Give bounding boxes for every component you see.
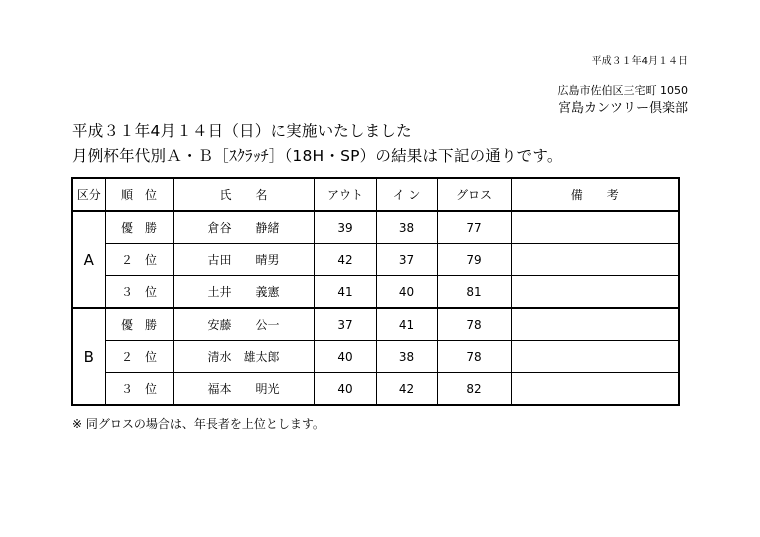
- out-cell: 39: [314, 211, 376, 244]
- gross-cell: 82: [437, 373, 511, 406]
- name-cell: 土井 義憲: [173, 276, 314, 309]
- header-group: 区分: [72, 178, 105, 211]
- footnote: ※ 同グロスの場合は、年長者を上位とします。: [72, 417, 325, 431]
- out-cell: 40: [314, 341, 376, 373]
- remarks-cell: [511, 373, 679, 406]
- header-rank: 順 位: [105, 178, 173, 211]
- remarks-cell: [511, 276, 679, 309]
- rank-cell: 優 勝: [105, 308, 173, 341]
- header-in: イ ン: [376, 178, 437, 211]
- intro-line-1: 平成３１年4月１４日（日）に実施いたしました: [72, 122, 412, 140]
- gross-cell: 78: [437, 341, 511, 373]
- name-cell: 安藤 公一: [173, 308, 314, 341]
- in-cell: 38: [376, 211, 437, 244]
- name-cell: 清水 雄太郎: [173, 341, 314, 373]
- table-row: [72, 244, 679, 276]
- gross-cell: 78: [437, 308, 511, 341]
- gross-cell: 81: [437, 276, 511, 309]
- in-cell: 38: [376, 341, 437, 373]
- name-cell: 福本 明光: [173, 373, 314, 406]
- in-cell: 37: [376, 244, 437, 276]
- table-header-row: [72, 178, 679, 211]
- club-name: 宮島カンツリー倶楽部: [557, 101, 688, 116]
- remarks-cell: [511, 308, 679, 341]
- remarks-cell: [511, 244, 679, 276]
- out-cell: 41: [314, 276, 376, 309]
- table-row: [72, 373, 679, 406]
- table-row: [72, 276, 679, 309]
- group-label: A: [72, 211, 105, 308]
- remarks-cell: [511, 211, 679, 244]
- name-cell: 倉谷 静緒: [173, 211, 314, 244]
- header-remarks: 備 考: [511, 178, 679, 211]
- club-address: 広島市佐伯区三宅町 1050: [557, 84, 688, 97]
- group-label: B: [72, 308, 105, 405]
- rank-cell: ２ 位: [105, 341, 173, 373]
- name-cell: 古田 晴男: [173, 244, 314, 276]
- in-cell: 40: [376, 276, 437, 309]
- in-cell: 42: [376, 373, 437, 406]
- table-row: [72, 211, 679, 244]
- out-cell: 40: [314, 373, 376, 406]
- gross-cell: 79: [437, 244, 511, 276]
- out-cell: 37: [314, 308, 376, 341]
- rank-cell: ３ 位: [105, 373, 173, 406]
- header-gross: グロス: [437, 178, 511, 211]
- results-table: [71, 177, 680, 406]
- table-row: [72, 308, 679, 341]
- header-out: アウト: [314, 178, 376, 211]
- rank-cell: ２ 位: [105, 244, 173, 276]
- issue-date: 平成３１年4月１４日: [591, 56, 688, 67]
- header-name: 氏 名: [173, 178, 314, 211]
- table-row: [72, 341, 679, 373]
- rank-cell: ３ 位: [105, 276, 173, 309]
- gross-cell: 77: [437, 211, 511, 244]
- in-cell: 41: [376, 308, 437, 341]
- out-cell: 42: [314, 244, 376, 276]
- intro-line-2: 月例杯年代別Ａ・Ｂ［ｽｸﾗｯﾁ］（18H・SP）の結果は下記の通りです。: [72, 147, 563, 165]
- rank-cell: 優 勝: [105, 211, 173, 244]
- remarks-cell: [511, 341, 679, 373]
